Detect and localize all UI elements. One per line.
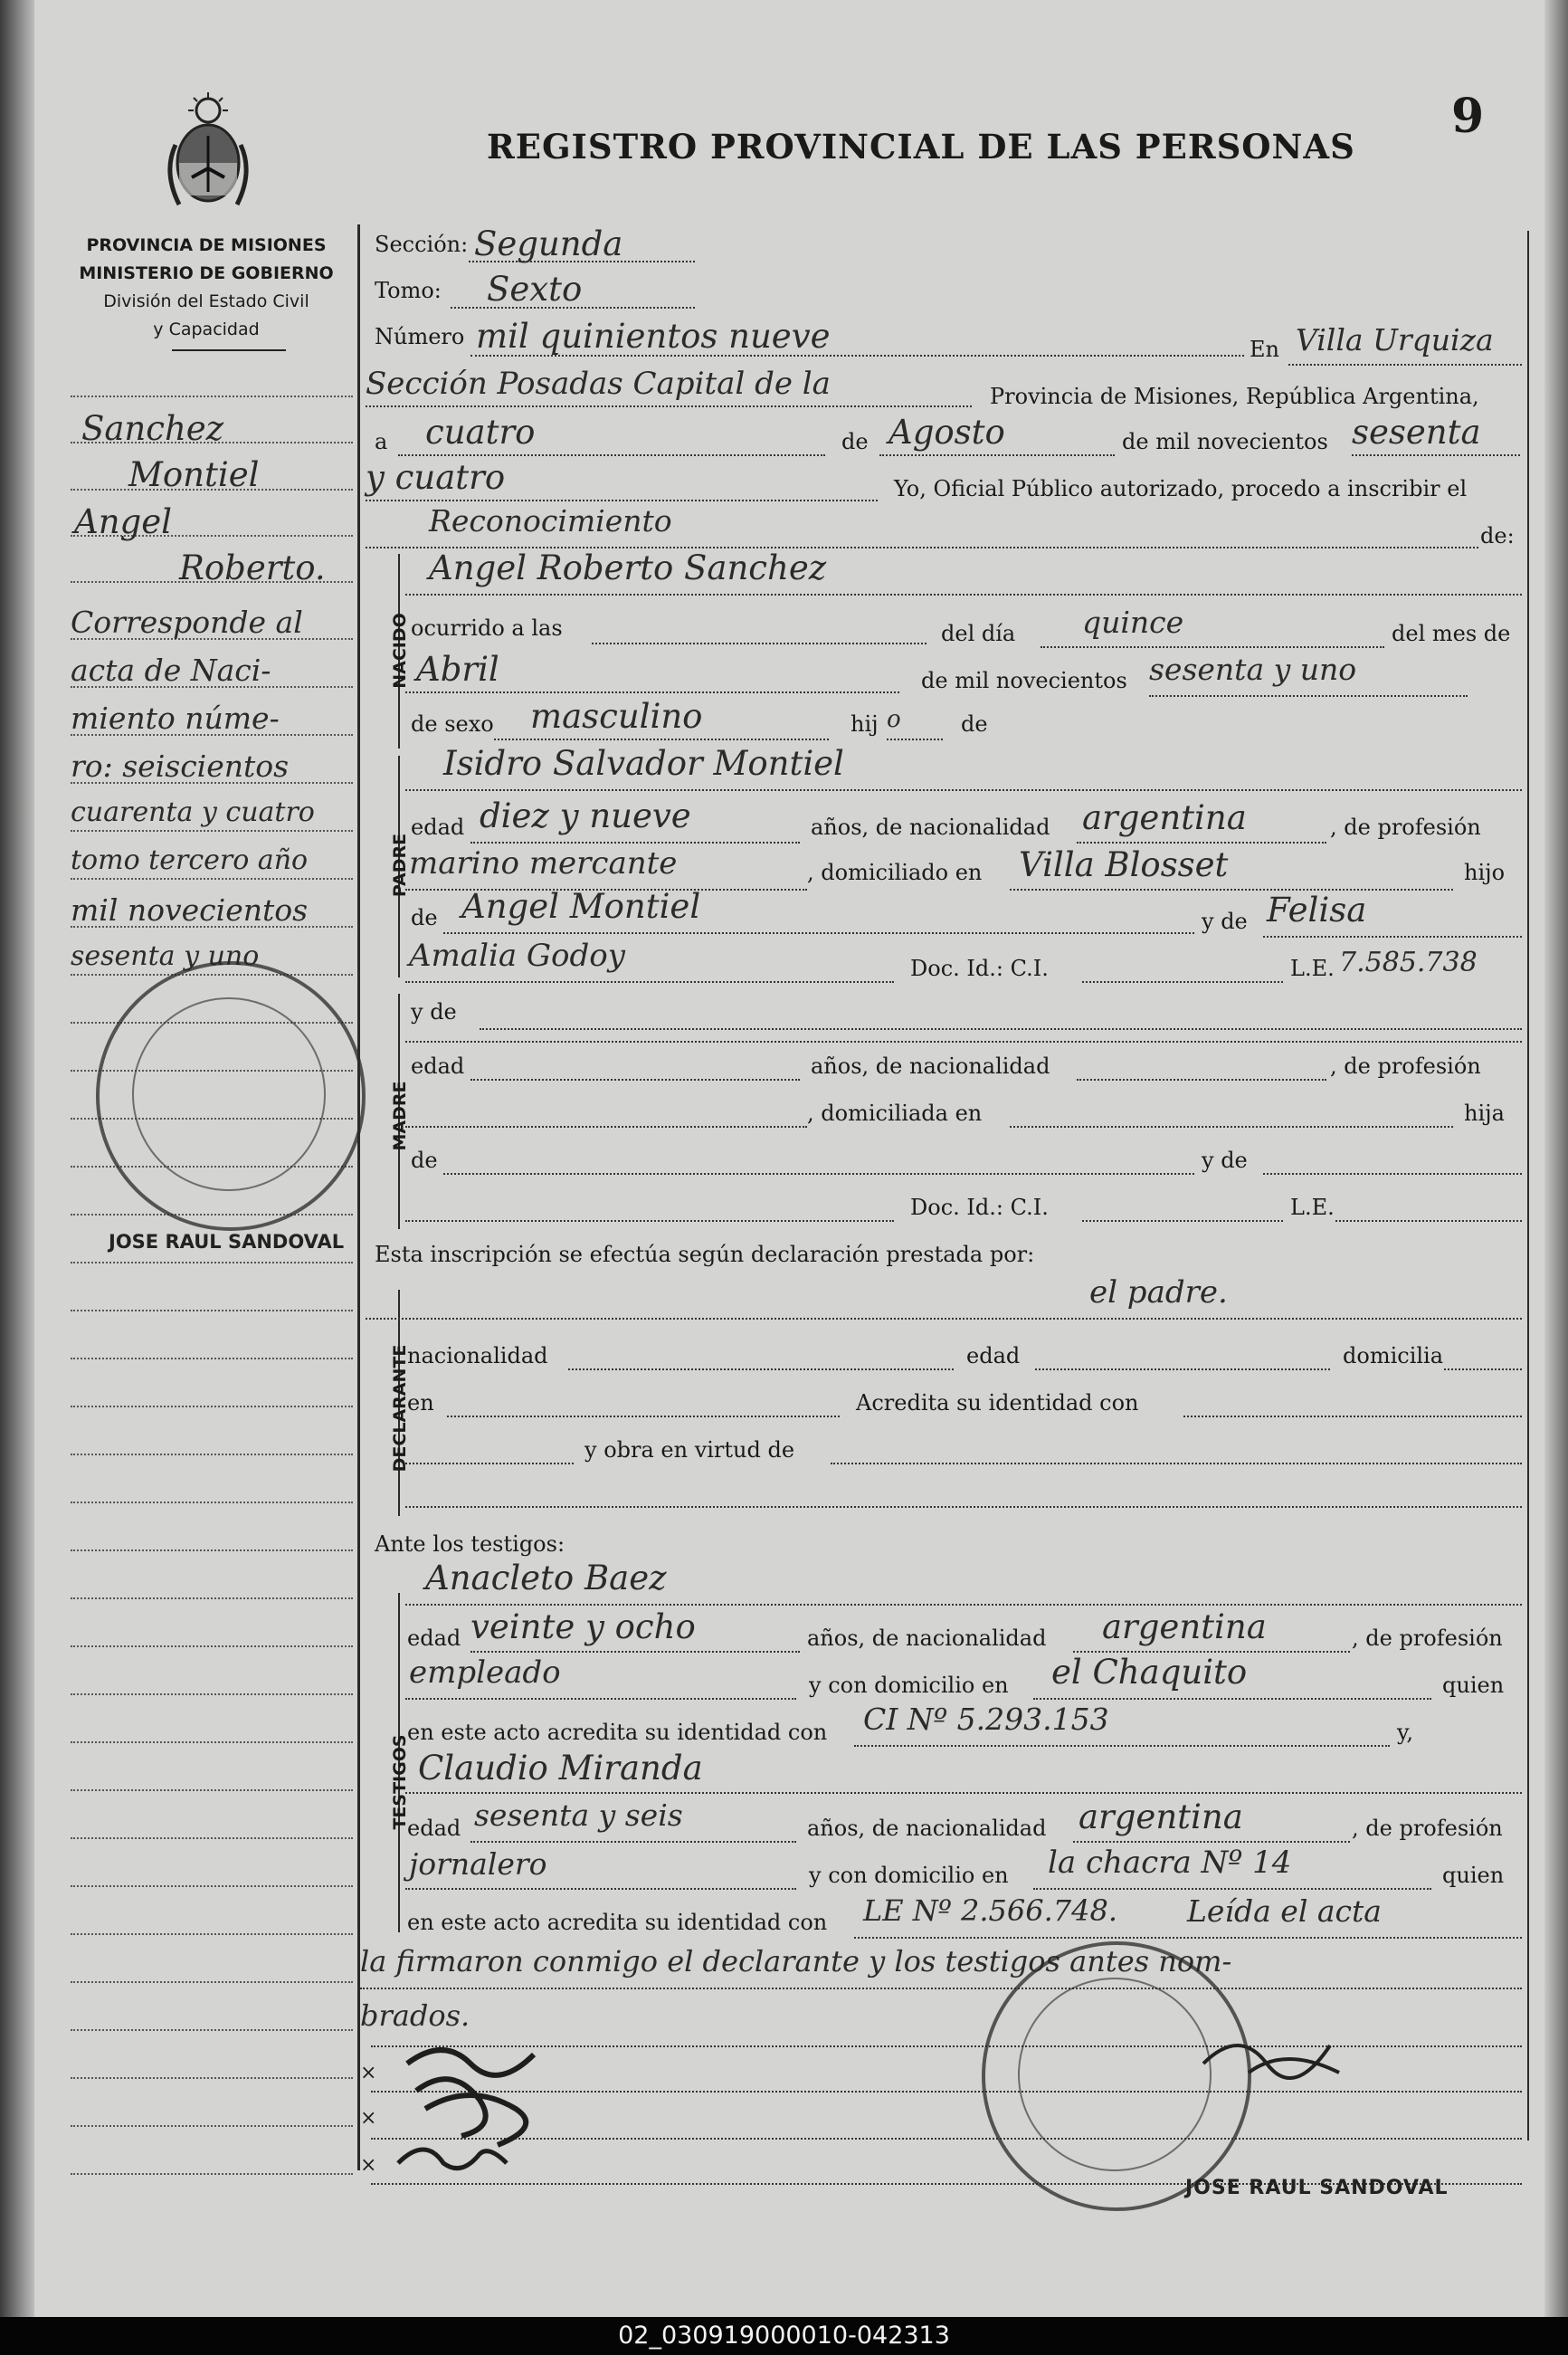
officer-text: Yo, Oficial Público autorizado, procedo a inscribir el [894,476,1468,501]
hijo-label: hij [851,711,879,737]
person-name-value: Angel Roberto Sanchez [429,548,827,587]
margin-note-4: ro: seiscientos [71,748,290,784]
numero-label: Número [375,324,465,349]
margin-note-7: mil novecientos [71,892,309,928]
nacido-de-label: de [961,711,988,737]
right-column-rule [1527,231,1529,2140]
birth-year-value: sesenta y uno [1149,652,1357,687]
margin-note-3: miento núme- [71,701,280,736]
official-seal-right-inner [1018,1978,1212,2171]
witness2-profession: jornalero [409,1846,547,1882]
father-address-value: Villa Blosset [1019,845,1229,884]
a-label: a [375,429,388,454]
en-label: En [1250,337,1279,362]
mil-novecientos-label: de mil novecientos [921,668,1127,693]
grandmother-value: Felisa [1267,891,1367,930]
witness2-name: Claudio Miranda [418,1749,703,1788]
declarante-value: el padre. [1089,1274,1228,1311]
madre-doc-label: Doc. Id.: C.I. [910,1195,1049,1220]
grandmother-value-2: Amalia Godoy [409,938,625,974]
year-value-2: y cuatro [366,458,506,497]
officer-name-left: JOSE RAUL SANDOVAL [109,1231,345,1253]
father-name-value: Isidro Salvador Montiel [443,744,844,783]
w1-nac-label: años, de nacionalidad [807,1626,1047,1651]
madre-nac-label: años, de nacionalidad [811,1054,1050,1079]
month-value: Agosto [889,413,1005,452]
father-nationality-value: argentina [1082,798,1247,837]
act-type-value: Reconocimiento [429,503,672,539]
label-padre: PADRE [390,833,410,898]
declarante-acredita-label: Acredita su identidad con [856,1390,1139,1416]
declarante-dom-label: domicilia [1343,1343,1444,1368]
mes-label: del mes de [1392,621,1511,646]
padre-dom-label: , domiciliado en [807,860,983,885]
padre-doc-label: Doc. Id.: C.I. [910,956,1049,981]
witness1-id: CI Nº 5.293.153 [863,1702,1109,1737]
w1-acredita-label: en este acto acredita su identidad con [407,1720,828,1745]
label-declarante: DECLARANTE [390,1344,410,1473]
w1-y-label: y, [1397,1720,1413,1745]
issuer-underline [172,349,286,351]
margin-note-5: cuarenta y cuatro [71,796,315,828]
closing-line-1: Leída el acta [1187,1893,1382,1929]
padre-y-de-label: y de [1202,909,1248,934]
ocurrido-label: ocurrido a las [411,615,563,641]
label-nacido: NACIDO [390,613,410,689]
father-age-value: diez y nueve [480,796,691,835]
official-seal-left-inner [132,997,326,1191]
padre-de-label: de [411,905,438,930]
declarante-intro: Esta inscripción se efectúa según declaración prestada por: [375,1242,1035,1267]
main-column-rule [357,224,360,2170]
w1-prof-label: , de profesión [1352,1626,1503,1651]
issuer-province: PROVINCIA DE MISIONES [86,235,327,255]
padre-prof-label: , de profesión [1330,815,1481,840]
father-profession-value: marino mercante [409,845,678,882]
witness2-id: LE Nº 2.566.748. [863,1893,1118,1928]
witness1-profession: empleado [409,1654,561,1691]
day-value: cuatro [425,413,536,452]
margin-note-6: tomo tercero año [71,844,309,876]
issuer-ministry: MINISTERIO DE GOBIERNO [79,263,334,283]
hijo-suffix: o [887,706,901,733]
label-madre: MADRE [390,1081,410,1151]
w1-quien-label: quien [1442,1673,1505,1698]
margin-surname1: Sanchez [81,409,224,448]
witness1-nationality: argentina [1102,1607,1267,1646]
issuer-capacity: y Capacidad [153,319,260,339]
tomo-value: Sexto [487,270,583,309]
w2-dom-label: y con domicilio en [809,1863,1009,1888]
w2-edad-label: edad [407,1816,461,1841]
w2-quien-label: quien [1442,1863,1505,1888]
witness1-address: el Chaquito [1051,1653,1248,1692]
year-value: sesenta [1352,413,1481,452]
de-label: de [841,429,869,454]
birth-month-value: Abril [416,650,499,689]
birth-day-value: quince [1082,605,1184,640]
madre-prof-label: , de profesión [1330,1054,1481,1079]
en-value: Villa Urquiza [1296,322,1494,358]
w2-nac-label: años, de nacionalidad [807,1816,1047,1841]
issuer-division: División del Estado Civil [103,291,309,311]
closing-line-2: la firmaron conmigo el declarante y los testigos antes nom- [360,1944,1232,1978]
file-id-footer: 02_030919000010-042313 [0,2317,1568,2355]
registry-title: REGISTRO PROVINCIAL DE LAS PERSONAS [487,127,1355,167]
margin-given2: Roberto. [179,548,326,587]
seccion-label: Sección: [375,232,469,257]
declarante-nac-label: nacionalidad [407,1343,548,1368]
sexo-value: masculino [530,697,703,736]
w2-acredita-label: en este acto acredita su identidad con [407,1910,828,1935]
w2-prof-label: , de profesión [1352,1816,1503,1841]
numero-value: mil quinientos nueve [476,317,831,356]
seccion-value: Segunda [474,224,623,263]
father-le-value: 7.585.738 [1339,947,1478,978]
signature-scribble [389,2027,588,2181]
tomo-label: Tomo: [375,278,442,303]
declarante-en-label: en [407,1390,434,1416]
document-page: REGISTRO PROVINCIAL DE LAS PERSONAS 9 PROVINCIA DE MISIONES MINISTERIO DE GOBIERNO División del Estado Civil y Capacidad Sanchez Montiel Angel Roberto. Corresponde al acta de Naci- miento núme- ro: seiscientos cuarenta y cuatro tomo tercero año mil novecientos sesenta y uno JOSE RAUL SANDOVAL NACIDO PADRE MADRE DECLARANTE TESTIGOS Sección: Segunda Tomo: Sexto Número mil quinientos nueve En Villa Urquiza Sección Posadas Capital de la Provincia de Misiones, República Argentina, a cuatro de Agosto de mil novecientos sesenta y cuatro Yo, Oficial Público autorizado, procedo a inscribir el Reconocimiento de: Angel Roberto Sanchez ocurrido a las del día quince del mes de Abril de mil novecientos sesenta y uno de sexo masculino hij o de Isidro Salvador Montiel edad diez y nueve años, de nacionalidad argentina , de profesión marino mercante , domiciliado en Villa Blosset hijo de Angel Montiel y de Felisa Amalia Godoy Doc. Id.: C.I. L.E. 7.585.738 y de edad años, de nacionalidad , de profesión , domiciliada en hija de y de Doc. Id.: C.I. L.E. Esta inscripción se efectúa según declaración prestada por: el padre. nacionalidad edad domicilia en Acredita su identidad con y obra en virtud de Ante los testigos: Anacleto Baez edad veinte y ocho años, de nacionalidad argentina , de profesión empleado y con domicilio en el Chaquito quien en este acto acredita su identidad con CI Nº 5.293.153 y, Claudio Miranda edad sesenta y seis años, de nacionalidad argentina , de profesión jornalero y con domicilio en la chacra Nº 14 quien en este acto acredita su identidad con LE Nº 2.566.748. Leída el acta la firmaron conmigo el declarante y los testigos antes nom- brados. × × × JOSE RAUL SANDOVAL [0,0,1568,2317]
margin-note-1: Corresponde al [71,605,303,640]
grandfather-value: Angel Montiel [461,887,701,926]
margin-given1: Angel [74,502,172,541]
witness1-age: veinte y ocho [470,1607,696,1646]
madre-edad-label: edad [411,1054,465,1079]
testigos-intro: Ante los testigos: [375,1531,565,1557]
madre-le-label: L.E. [1290,1195,1335,1220]
de-label-2: de: [1480,523,1515,548]
officer-name-right: JOSE RAUL SANDOVAL [1185,2177,1449,2199]
book-binding [0,0,34,2317]
padre-le-label: L.E. [1290,956,1335,981]
madre-y-de-label: y de [411,999,457,1025]
page-edge [1544,0,1568,2317]
declarante-edad-label: edad [966,1343,1021,1368]
province-text: Provincia de Misiones, República Argentina, [990,384,1479,409]
witness2-age: sesenta y seis [474,1797,683,1833]
issuer-block [62,232,351,344]
year-label: de mil novecientos [1122,429,1328,454]
page-number: 9 [1451,89,1485,144]
madre-hija-label: hija [1464,1101,1505,1126]
madre-dom-label: , domiciliada en [807,1101,983,1126]
margin-note-2: acta de Naci- [71,653,271,688]
del-dia-label: del día [941,621,1016,646]
w1-dom-label: y con domicilio en [809,1673,1009,1698]
madre-y-de2-label: y de [1202,1148,1248,1173]
padre-edad-label: edad [411,815,465,840]
margin-surname2: Montiel [128,455,260,494]
padre-hijo-label: hijo [1464,860,1506,885]
declarante-obra-label: y obra en virtud de [584,1437,795,1463]
place-value: Sección Posadas Capital de la [366,366,831,402]
sexo-label: de sexo [411,711,494,737]
madre-de-label: de [411,1148,438,1173]
witness2-address: la chacra Nº 14 [1048,1845,1292,1881]
coat-of-arms-icon [161,91,255,213]
padre-nac-label: años, de nacionalidad [811,815,1050,840]
w1-edad-label: edad [407,1626,461,1651]
margin-note-8: sesenta y uno [71,940,260,972]
witness1-name: Anacleto Baez [425,1559,667,1597]
closing-line-3: brados. [360,1998,470,2033]
witness2-nationality: argentina [1079,1797,1243,1836]
label-testigos: TESTIGOS [390,1734,410,1830]
